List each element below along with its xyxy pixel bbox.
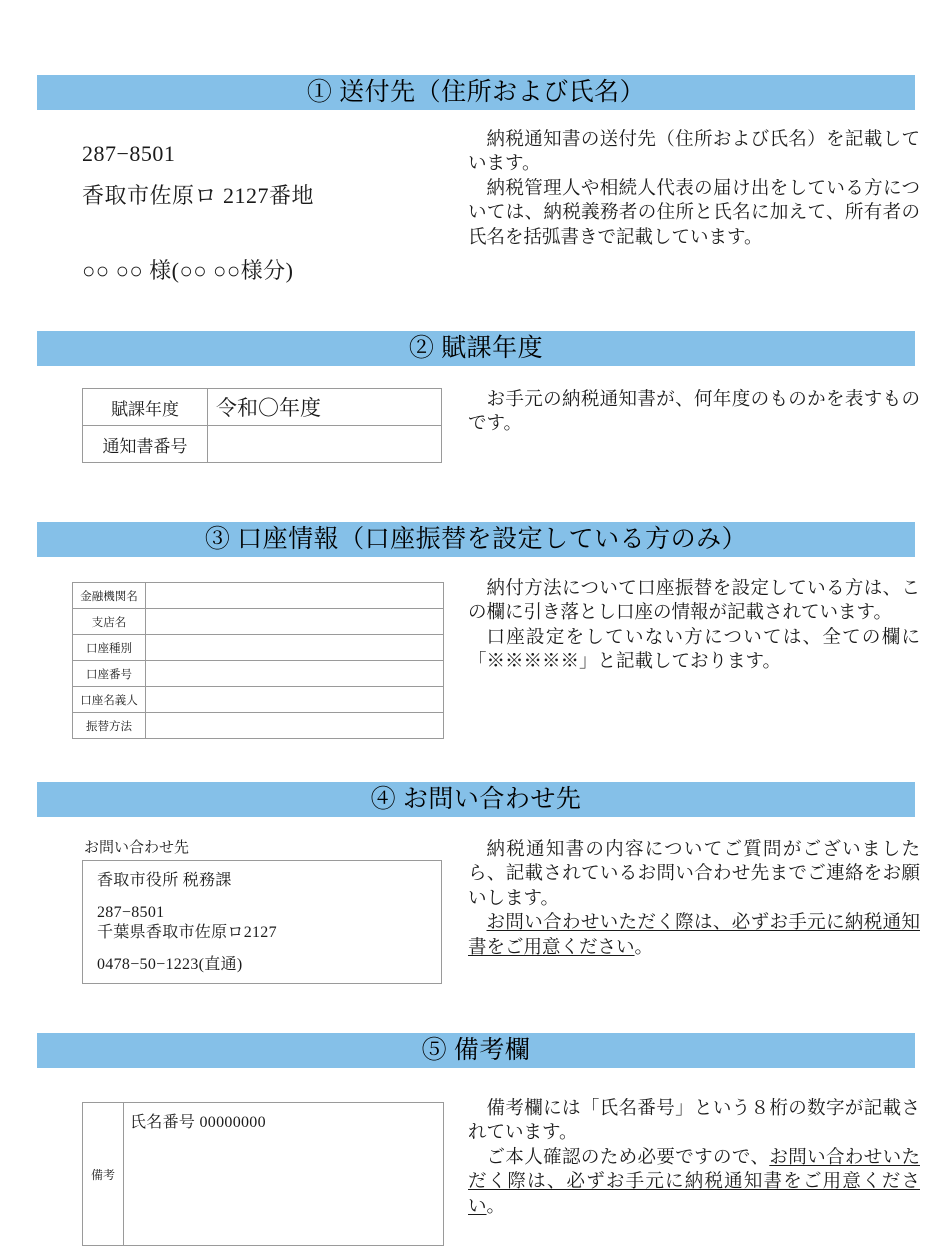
contact-description-p1: 納税通知書の内容についてご質問がございましたら、記載されているお問い合わせ先までご連絡をお願いします。 — [468, 840, 920, 909]
sendto-name: ○○ ○○ 様(○○ ○○様分) — [82, 258, 294, 283]
spacer — [97, 889, 441, 905]
fiscal-year-row-value: 令和〇年度 — [208, 389, 442, 426]
table-row — [73, 635, 444, 661]
contact-caption: お問い合わせ先 — [84, 840, 190, 856]
sendto-postal-code: 287−8501 — [82, 141, 176, 166]
contact-postal-code: 287−8501 — [97, 904, 165, 921]
remarks-table-wrap — [82, 1102, 444, 1246]
remarks-table — [82, 1102, 444, 1246]
sendto-address: 香取市佐原ロ 2127番地 — [82, 183, 315, 208]
fiscal-year-table — [82, 388, 442, 463]
sendto-address-line — [82, 185, 314, 207]
table-row — [83, 426, 442, 463]
section-banner-fiscal-year — [37, 331, 915, 366]
transfer-method-header: 振替方法 — [73, 713, 146, 739]
section-banner-remarks — [37, 1033, 915, 1068]
table-row — [83, 1103, 444, 1246]
notice-number-row-value — [208, 426, 442, 463]
section-banner-account-info — [37, 522, 915, 557]
account-type-header: 口座種別 — [73, 635, 146, 661]
contact-description-tail: 。 — [634, 937, 654, 958]
account-number-header: 口座番号 — [73, 661, 146, 687]
sendto-description-p2: 納税管理人や相続人代表の届け出をしている方については、納税義務者の住所と氏名に加えて、所有者の氏名を括弧書きで記載しています。 — [468, 178, 920, 248]
sendto-postal-code-line — [82, 143, 175, 165]
account-holder-value — [146, 687, 444, 713]
branch-name-value — [146, 609, 444, 635]
fiscal-year-row-header: 賦課年度 — [83, 389, 208, 426]
contact-phone: 0478−50−1223(直通) — [97, 956, 243, 973]
account-holder-header: 口座名義人 — [73, 687, 146, 713]
section-banner-contact — [37, 782, 915, 817]
contact-box-wrap — [82, 841, 442, 984]
remarks-description-p2 — [468, 1146, 920, 1219]
section-banner-label: ④ お問い合わせ先 — [370, 786, 582, 813]
bank-name-value — [146, 583, 444, 609]
contact-description — [468, 838, 920, 960]
bank-name-header: 金融機関名 — [73, 583, 146, 609]
table-row — [73, 661, 444, 687]
spacer — [97, 941, 441, 957]
account-info-description-p2: 口座設定をしていない方については、全ての欄に「※※※※※」と記載しております。 — [468, 627, 920, 673]
account-type-value — [146, 635, 444, 661]
table-row — [73, 609, 444, 635]
fiscal-year-table-wrap — [82, 388, 442, 463]
remarks-side-label: 備考 — [83, 1103, 124, 1246]
remarks-description-p1: 備考欄には「氏名番号」という８桁の数字が記載されています。 — [468, 1099, 920, 1144]
section-banner-label: ① 送付先（住所および氏名） — [306, 79, 646, 106]
fiscal-year-description — [468, 388, 920, 437]
contact-box — [82, 860, 442, 984]
account-number-value — [146, 661, 444, 687]
remarks-body-text: 氏名番号 00000000 — [124, 1103, 444, 1246]
contact-description-underlined: お問い合わせいただく際は、必ずお手元に納税通知書をご用意ください — [468, 913, 920, 958]
table-row — [83, 389, 442, 426]
table-row — [73, 713, 444, 739]
account-info-description — [468, 577, 920, 675]
remarks-description-tail: 。 — [486, 1196, 506, 1217]
notice-number-row-header: 通知書番号 — [83, 426, 208, 463]
account-info-description-p1: 納付方法について口座振替を設定している方は、この欄に引き落とし口座の情報が記載されています。 — [468, 579, 920, 624]
section-banner-label: ② 賦課年度 — [408, 335, 544, 362]
remarks-description-lead: ご本人確認のため必要ですので、 — [486, 1147, 770, 1168]
sendto-name-line — [82, 260, 293, 282]
sendto-description-p1: 納税通知書の送付先（住所および氏名）を記載しています。 — [468, 130, 920, 175]
account-info-table — [72, 582, 444, 739]
section-banner-label: ⑤ 備考欄 — [421, 1037, 531, 1064]
remarks-description-underlined: お問い合わせいただく際は、必ずお手元に納税通知書をご用意ください — [468, 1147, 920, 1217]
table-row — [73, 687, 444, 713]
section-banner-label: ③ 口座情報（口座振替を設定している方のみ） — [204, 526, 748, 553]
contact-office: 香取市役所 税務課 — [97, 872, 232, 889]
account-info-table-wrap — [72, 582, 444, 739]
remarks-description — [468, 1097, 920, 1219]
contact-description-p2 — [468, 911, 920, 960]
branch-name-header: 支店名 — [73, 609, 146, 635]
contact-address: 千葉県香取市佐原ロ2127 — [97, 924, 277, 941]
section-banner-sendto — [37, 75, 915, 110]
fiscal-year-description-p1: お手元の納税通知書が、何年度のものかを表すものです。 — [468, 390, 920, 435]
sendto-description — [468, 128, 920, 250]
table-row — [73, 583, 444, 609]
transfer-method-value — [146, 713, 444, 739]
